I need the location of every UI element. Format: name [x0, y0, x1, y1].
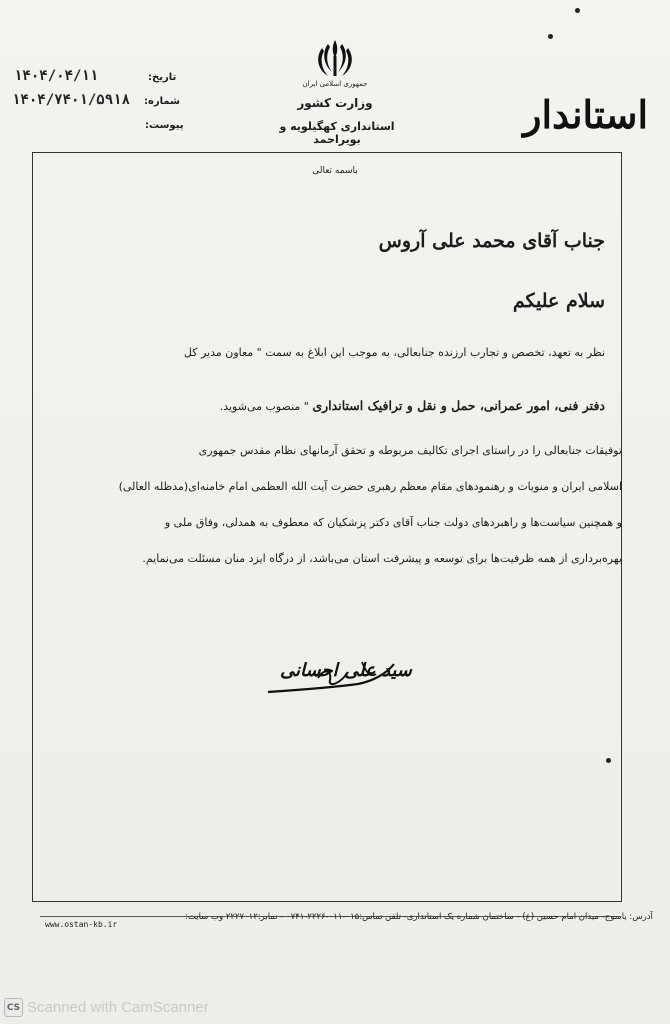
footer-address: آدرس: یاسوج- میدان امام حسین (ع) - ساختمان شماره یک استانداری- تلفن تماس:۰۱۵-۰۱۱-۲۲۲۶-۰۷۴۱ - نمابر:۲۲۲۷۰۱۲ وب سایت:	[185, 912, 653, 922]
camscanner-watermark	[4, 998, 209, 1017]
paragraph-2-line-1: توفیقات جنابعالی را در راستای اجرای تکالیف مربوطه و تحقق آرمانهای نظام مقدس جمهوری	[198, 444, 622, 457]
paragraph-1-line-2	[65, 398, 605, 413]
punch-hole-mark	[548, 34, 553, 39]
emblem-caption: جمهوری اسلامی ایران	[302, 80, 368, 88]
iran-emblem-icon	[310, 38, 360, 78]
governor-title: استاندار	[523, 92, 648, 137]
punch-hole-mark	[575, 8, 580, 13]
footer-website: www.ostan-kb.ir	[45, 920, 118, 929]
date-label: تاریخ:	[148, 72, 177, 83]
bismillah: باسمه تعالی	[312, 166, 358, 176]
governorate-name: استانداری کهگیلویه و بویراحمد	[279, 120, 395, 146]
attachment-label: پیوست:	[145, 120, 184, 131]
camscanner-icon: CS	[4, 998, 23, 1017]
ministry-name: وزارت کشور	[297, 96, 373, 110]
addressee: جناب آقای محمد علی آروس	[378, 230, 605, 252]
paragraph-2-line-3: و همچنین سیاست‌ها و راهبردهای دولت جناب آقای دکتر پزشکیان که معطوف به همدلی، وفاق ملی و	[164, 516, 622, 529]
paragraph-2-line-2: اسلامی ایران و منویات و رهنمودهای مقام معظم رهبری حضرت آیت الله العظمی امام خامنه‌ای(مدظله العالی)	[118, 480, 622, 493]
number-value: ۱۴۰۴/۷۴۰۱/۵۹۱۸	[12, 92, 131, 108]
paragraph-2-line-4: بهره‌برداری از همه ظرفیت‌ها برای توسعه و پیشرفت استان می‌باشد، از درگاه ایزد منان مسئلت می‌نمایم.	[142, 552, 622, 565]
signature-name: سید علی احسانی	[280, 660, 412, 681]
date-value: ۱۴۰۴/۰۴/۱۱	[14, 68, 99, 84]
number-label: شماره:	[144, 96, 180, 107]
salutation: سلام علیکم	[512, 290, 605, 312]
paragraph-1-line-1: نظر به تعهد، تخصص و تجارب ارزنده جنابعالی، به موجب این ابلاغ به سمت " معاون مدیر کل	[183, 346, 605, 359]
appointment-ending: " منصوب می‌شوید.	[219, 400, 309, 413]
watermark-text: Scanned with CamScanner	[27, 999, 209, 1016]
position-title-handwritten: دفتر فنی، امور عمرانی، حمل و نقل و ترافیک استانداری	[312, 398, 605, 413]
